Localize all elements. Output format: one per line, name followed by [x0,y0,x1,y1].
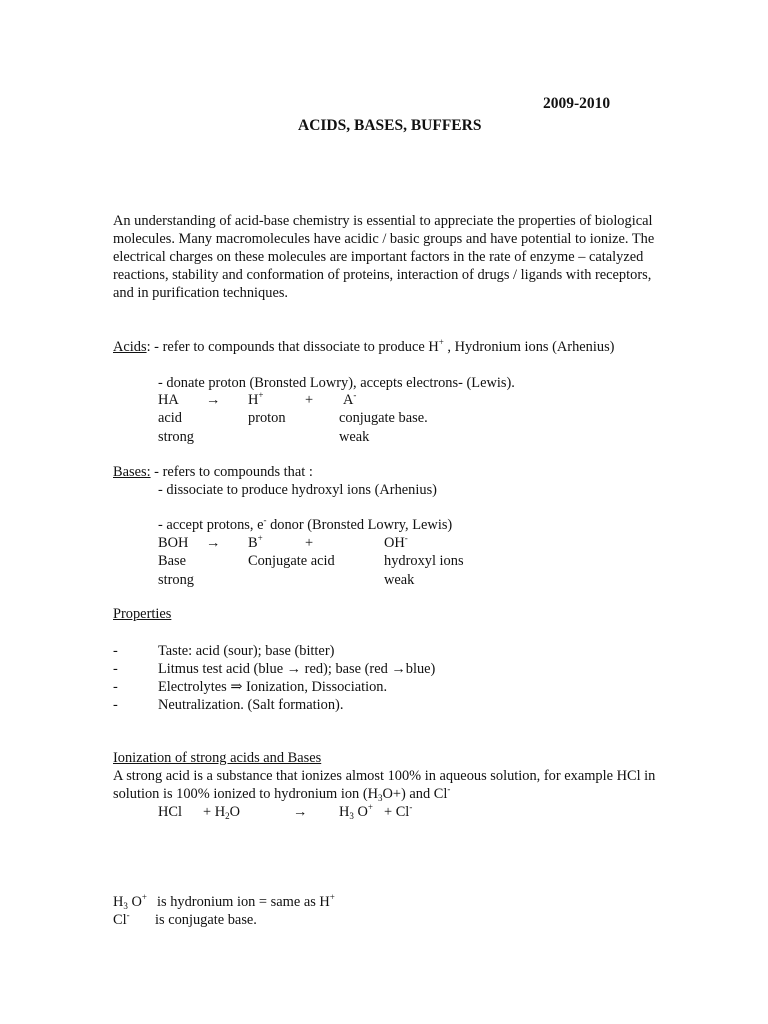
bases-heading: Bases: [113,464,151,480]
base-label-conjugate-acid: Conjugate acid [248,553,335,569]
base-eq-conjugate: B+ [248,533,263,551]
intro-line: molecules. Many macromolecules have acidic / basic groups and have potential to ionize. The [113,231,655,247]
intro-line: and in purification techniques. [113,285,289,301]
base-strength-weak: weak [384,572,415,588]
property-item: Taste: acid (sour); base (bitter) [158,643,335,659]
property-dash: - [113,697,118,713]
hcl-eq-chloride: + Cl- [384,802,413,820]
acid-eq-plus: + [305,392,314,408]
ionization-line-2: solution is 100% ionized to hydronium ion $(H_3O+)$ and Cl- [113,784,451,803]
bases-definition [113,463,313,481]
hcl-eq-arrow: → [293,804,308,820]
hcl-eq-water: + $H_2O$ [203,804,241,821]
acid-eq-base: A- [343,390,357,408]
document-title: ACIDS, BASES, BUFFERS [298,117,482,134]
note-text: is hydronium ion = same as H+ [157,892,335,910]
intro-line: electrical charges on these molecules are important factors in the rate of enzyme – catalyzed [113,249,644,265]
acid-strength-strong: strong [158,429,194,445]
acids-definition [113,338,614,356]
acid-eq-arrow: → [206,392,221,408]
base-strength-strong: strong [158,572,194,588]
ionization-line-1: A strong acid is a substance that ionizes almost 100% in aqueous solution, for example HCl in [113,768,656,784]
property-dash: - [113,679,118,695]
acids-heading: Acids [113,339,147,355]
hcl-eq-hydronium: $H_3$ O+ [339,802,373,821]
acids-def1-pre: : - refer to compounds that dissociate to produce H [146,339,439,355]
note-term: $H_3$ O+ [113,892,147,911]
intro-line: An understanding of acid-base chemistry is essential to appreciate the properties of biological [113,213,653,229]
ionization-heading: Ionization of strong acids and Bases [113,750,322,766]
property-item: Litmus test acid (blue → red); base (red →blue) [158,661,436,677]
base-eq-plus: + [305,535,314,551]
bases-def1: - refers to compounds that : [150,464,313,480]
acid-eq-proton: H+ [248,390,264,408]
acid-label-acid: acid [158,410,182,426]
acid-eq-reactant: HA [158,392,179,408]
properties-heading: Properties [113,606,172,622]
note-text: is conjugate base. [155,912,257,928]
bases-definition-2: - dissociate to produce hydroxyl ions (Arhenius) [158,482,437,498]
base-eq-arrow: → [206,535,221,551]
base-eq-hydroxyl: OH- [384,533,408,551]
property-item: Neutralization. (Salt formation). [158,697,344,713]
property-dash: - [113,643,118,659]
property-item: Electrolytes ⇒ Ionization, Dissociation. [158,679,388,695]
document-year: 2009-2010 [543,95,611,112]
acids-definition-2: - donate proton (Bronsted Lowry), accepts electrons- (Lewis). [158,375,515,391]
acid-label-proton: proton [248,410,286,426]
base-label-base: Base [158,553,186,569]
note-term: Cl- [113,910,130,928]
bases-definition-3: - accept protons, e- donor (Bronsted Lowry, Lewis) [158,515,453,533]
hcl-eq-reactant: HCl [158,804,182,820]
acid-label-conjugate-base: conjugate base. [339,410,428,426]
intro-line: reactions, stability and conformation of proteins, interaction of drugs / ligands with receptors, [113,267,652,283]
base-label-hydroxyl-ions: hydroxyl ions [384,553,464,569]
intro-paragraph [113,212,691,302]
acid-strength-weak: weak [339,429,370,445]
acids-def1-post: , Hydronium ions (Arhenius) [443,339,615,355]
plus-superscript: + [438,337,444,347]
property-dash: - [113,661,118,677]
base-eq-reactant: BOH [158,535,189,551]
